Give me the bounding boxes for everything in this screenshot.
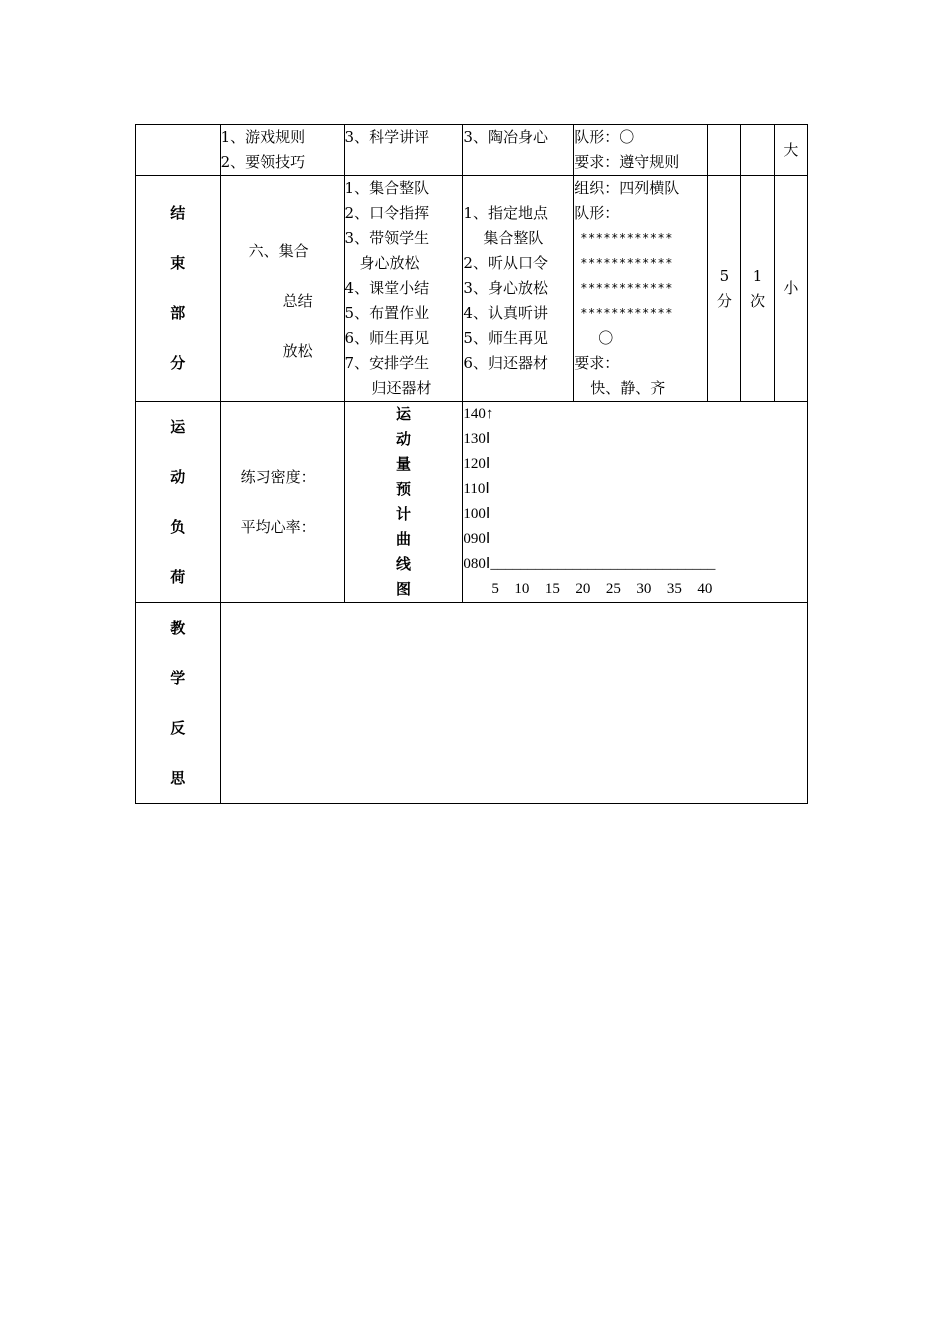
heart-rate-axis-line: 140↑: [463, 406, 494, 422]
reflection-content-cell[interactable]: [220, 603, 807, 804]
title-char: 部: [170, 304, 186, 322]
teacher-line: 4、课堂小结: [344, 279, 430, 297]
intensity-value: 大: [783, 140, 799, 159]
curve-label-char: 曲: [395, 530, 411, 548]
organization-line: 组织：四列横队: [574, 179, 680, 197]
organization-cell: [574, 125, 708, 176]
title-char: 学: [170, 669, 186, 687]
student-line: 集合整队: [483, 229, 544, 247]
load-section-title: [136, 402, 221, 603]
ending-section-row: [136, 176, 808, 402]
student-line: 3、身心放松: [463, 279, 548, 297]
title-char: 运: [170, 418, 186, 436]
student-line: 4、认真听讲: [463, 304, 548, 322]
title-char: 分: [170, 354, 186, 372]
formation-row: ************: [580, 281, 673, 295]
title-char: 结: [170, 204, 186, 222]
load-metrics-cell: [220, 402, 344, 603]
count-cell: [741, 125, 774, 176]
title-char: 负: [170, 518, 186, 536]
heart-rate-axis-line: 100Ⅰ: [463, 506, 491, 522]
ending-student-cell: [463, 176, 574, 402]
ending-time-cell: [708, 176, 741, 402]
student-line: 6、归还器材: [463, 354, 548, 372]
formation-line: 队形：: [574, 204, 620, 222]
formation-line: 队形：〇: [574, 128, 635, 146]
time-value: 5: [719, 266, 730, 285]
content-line: 六、集合: [248, 242, 309, 260]
student-line: 1、指定地点: [463, 204, 548, 222]
lesson-plan-table: [135, 124, 808, 804]
time-cell: [708, 125, 741, 176]
count-value: 1: [752, 266, 763, 285]
curve-label-char: 图: [395, 580, 411, 598]
heart-rate-axis-baseline: 080Ⅰ______________________________: [463, 556, 716, 572]
content-cell: [220, 125, 344, 176]
teacher-line: 3、科学讲评: [344, 128, 430, 146]
student-line: 2、听从口令: [463, 254, 548, 272]
count-unit: 次: [750, 291, 766, 310]
requirement-label: 要求：: [574, 354, 620, 372]
ending-section-title: [136, 176, 221, 402]
requirement-line: 要求：遵守规则: [574, 153, 680, 171]
formation-row: ************: [580, 231, 673, 245]
student-activity-cell: [463, 125, 574, 176]
teaching-reflection-row: [136, 603, 808, 804]
content-line: 1、游戏规则: [220, 128, 306, 146]
title-char: 荷: [170, 568, 186, 586]
content-line: 2、要领技巧: [220, 153, 306, 171]
time-axis-ticks: 5 10 15 20 25 30 35 40: [491, 581, 713, 597]
teacher-line: 2、口令指挥: [344, 204, 430, 222]
game-rules-row: [136, 125, 808, 176]
formation-row: ************: [580, 306, 673, 320]
teacher-line: 身心放松: [359, 254, 420, 272]
ending-content-cell: [220, 176, 344, 402]
ending-intensity-cell: [774, 176, 807, 402]
title-char: 教: [170, 619, 186, 637]
teacher-position-circle: 〇: [598, 329, 614, 347]
heart-rate-axis-line: 130Ⅰ: [463, 431, 491, 447]
reflection-section-title: [136, 603, 221, 804]
curve-label-char: 计: [395, 505, 411, 523]
content-line: 放松: [282, 342, 313, 360]
teacher-line: 5、布置作业: [344, 304, 430, 322]
student-line: 3、陶冶身心: [463, 128, 548, 146]
curve-label-char: 动: [395, 430, 411, 448]
teacher-line: 归还器材: [371, 379, 432, 397]
exercise-load-row: [136, 402, 808, 603]
time-unit: 分: [716, 291, 732, 310]
teacher-line: 7、安排学生: [344, 354, 430, 372]
heart-rate-axis-line: 090Ⅰ: [463, 531, 491, 547]
intensity-value: 小: [783, 279, 799, 297]
student-line: 5、师生再见: [463, 329, 548, 347]
teacher-activity-cell: [344, 125, 463, 176]
practice-density-label: 练习密度：: [240, 468, 316, 486]
content-line: 总结: [282, 292, 313, 310]
intensity-cell: [774, 125, 807, 176]
ending-count-cell: [741, 176, 774, 402]
teacher-line: 1、集合整队: [344, 179, 430, 197]
title-char: 动: [170, 468, 186, 486]
curve-label-char: 预: [395, 480, 411, 498]
heart-rate-axis-line: 120Ⅰ: [463, 456, 491, 472]
teacher-line: 3、带领学生: [344, 229, 430, 247]
curve-label-char: 线: [395, 555, 411, 573]
title-char: 反: [170, 719, 186, 737]
teacher-line: 6、师生再见: [344, 329, 430, 347]
average-heart-rate-label: 平均心率：: [240, 518, 316, 536]
curve-label-char: 运: [395, 405, 411, 423]
formation-row: ************: [580, 256, 673, 270]
load-curve-chart-cell: [463, 402, 808, 603]
ending-teacher-cell: [344, 176, 463, 402]
load-curve-label-cell: [344, 402, 463, 603]
requirement-value: 快、静、齐: [590, 379, 666, 397]
curve-label-char: 量: [395, 455, 411, 473]
ending-organization-cell: [574, 176, 708, 402]
title-char: 束: [170, 254, 186, 272]
title-char: 思: [170, 769, 186, 787]
section-title-cell: [136, 125, 221, 176]
heart-rate-axis-line: 110Ⅰ: [463, 481, 490, 497]
